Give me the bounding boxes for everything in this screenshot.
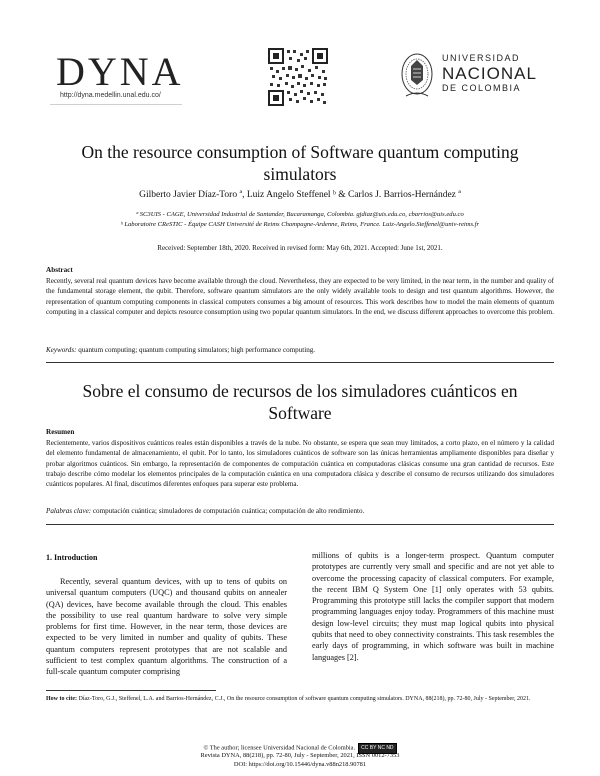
intro-paragraph-1-continued: millions of qubits is a longer-term prospect. Quantum computer prototypes are currently very small and specific and are not yet able to overcome the processing capacity of classical computers. For example, the recent IBM Q System One [1] only operates with 53 qubits. Programming this prototype still lacks the compiler support that modern programming languages enjoy today. Programmers of this machine must design low-level circuits; they must map logical qubits into physical qubits that need to obey connectivity constraints. This task resembles the early days of programming, in which software was built in machine languages [2].	[312, 551, 554, 662]
article-title: On the resource consumption of Software quantum computing simulators	[81, 142, 519, 184]
journal-info: Revista DYNA, 88(218), pp. 72-80, July - September, 2021, ISSN 0012-7353	[200, 752, 400, 759]
university-shield-icon	[400, 52, 434, 100]
university-line-1: UNIVERSIDAD	[442, 53, 521, 63]
doi-link[interactable]: DOI: https://doi.org/10.15446/dyna.v88n218.90781	[233, 761, 367, 768]
qr-code-icon	[267, 47, 329, 107]
intro-paragraph-1: Recently, several quantum devices, with up to tens of qubits on universal quantum computers (UQC) and thousand qubits on annealer (QA) devices, have become available through the cloud. This enables the possibility to use real quantum hardware to solve very simple problems for first time. However, in the near term, those devices are expected to be very limited in number and quality of qubits. These quantum computers represent prototypes that are not scalable and sufficient to test complex quantum algorithms. The construction of a full-scale quantum computer comprising	[46, 577, 287, 677]
university-line-2: NACIONAL	[442, 64, 537, 83]
body-column-left	[46, 576, 287, 678]
affiliation-a: ª SC3UIS - CAGE, Universidad Industrial de Santander, Bucaramanga, Colombia. gjdiaz@uis.edu.co, cbarrios@uis.edu.co	[136, 211, 464, 218]
keywords-list: quantum computing; quantum computing simulators; high performance computing.	[78, 346, 316, 354]
abstract-text: Recently, several real quantum devices have become available through the cloud. Nevertheless, they are expected to be very limited, in the near term, in the number and quality of the fundamental storage element, the qubit. Therefore, software quantum simulators are the only widely available tools to design and test quantum algorithms. However, the representation of quantum computing components in classical computers consumes a big amount of resources. This work describes how to model the main elements of quantum computing in a classical computer and depicts resource consumption using two popular quantum simulators. In the end, we discuss different approaches to overcome this problem.	[46, 277, 554, 316]
abstract-heading: Abstract	[46, 266, 73, 274]
journal-logo: DYNA	[56, 49, 184, 94]
section-divider	[46, 362, 554, 363]
article-dates: Received: September 18th, 2020. Received in revised form: May 6th, 2021. Accepted: June 1st, 2021.	[157, 244, 443, 252]
university-wordmark	[442, 54, 537, 93]
affiliation-b: ᵇ Laboratoire CReSTIC - Équipe CASH Université de Reims Champagne-Ardenne, Reims, France. Luiz-Angelo.Steffenel@univ-reims.fr	[120, 221, 480, 228]
resumen-text: Recientemente, varios dispositivos cuánticos reales están disponibles a través de la nube. No obstante, se espera que sean muy limitados, a corto plazo, en el número y la calidad del elemento fundamental de almacenamiento, el qubit. Por lo tanto, los simuladores cuánticos de software son las únicas herramientas ampliamente disponibles para diseñar y probar algoritmos cuánticos. Sin embargo, la representación de componentes de computación cuántica en computadoras clásicas consume una gran cantidad de recursos. Este trabajo describe cómo modelar los elementos principales de la computación cuántica en una computadora clásica y describe el consumo de recursos utilizando dos simuladores cuánticos populares. Al final, discutimos diferentes enfoques para superar este problema.	[46, 439, 554, 489]
keywords-label: Keywords:	[46, 346, 77, 354]
article-authors: Gilberto Javier Díaz-Toro ª, Luiz Angelo Steffenel ᵇ & Carlos J. Barrios-Hernández ª	[139, 190, 461, 200]
how-to-cite-label: How to cite:	[46, 696, 77, 702]
introduction-heading: 1. Introduction	[46, 553, 98, 562]
resumen-keywords	[46, 507, 554, 515]
journal-url[interactable]: http://dyna.medellin.unal.edu.co/	[60, 92, 161, 99]
how-to-cite-text: Díaz-Toro, G.J., Steffenel, L.A. and Barrios-Hernández, C.J., On the resource consumption of software quantum computing simulators. DYNA, 88(218), pp. 72-80, July - September, 2021.	[78, 696, 531, 702]
footnote-rule	[46, 690, 216, 691]
cc-license-badge[interactable]: CC BY NC ND	[358, 743, 396, 754]
abstract-keywords	[46, 346, 554, 354]
resumen-heading: Resumen	[46, 428, 75, 436]
how-to-cite	[46, 695, 554, 703]
palabras-clave-list: computación cuántica; simuladores de computación cuántica; computación de alto rendimiento.	[92, 507, 365, 515]
section-divider	[46, 524, 554, 525]
body-column-right	[312, 550, 554, 663]
spanish-title: Sobre el consumo de recursos de los simuladores cuánticos en Software	[82, 381, 518, 423]
license-text: © The author; licensee Universidad Nacional de Colombia.	[203, 744, 356, 752]
university-line-3: DE COLOMBIA	[442, 83, 522, 93]
palabras-clave-label: Palabras clave:	[46, 507, 92, 515]
